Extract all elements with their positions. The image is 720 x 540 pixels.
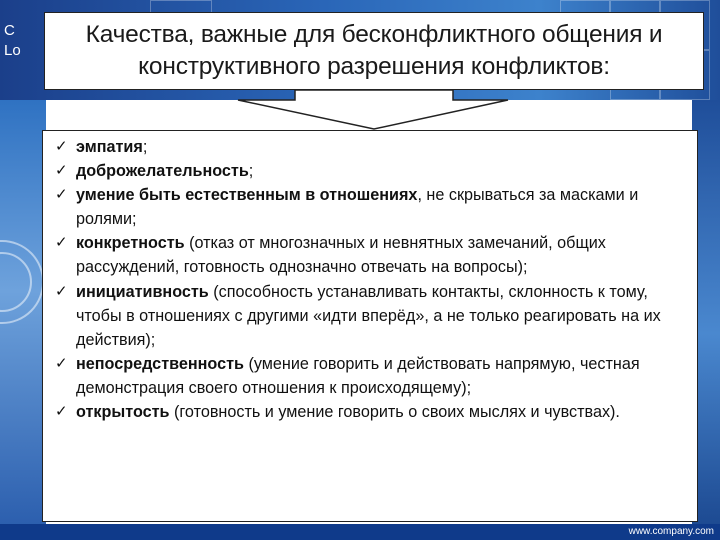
quality-term: непосредственность (76, 354, 244, 373)
list-item (51, 135, 697, 159)
quality-term: эмпатия (76, 138, 143, 156)
slide-title: Качества, важные для бесконфликтного общения и конструктивного разрешения конфликтов: (85, 21, 663, 80)
template-subtitle-fragment: Lo (4, 42, 21, 59)
checkmark-icon: ✓ (55, 234, 68, 252)
qualities-box (42, 130, 698, 522)
quality-description: , не скрываться за масками и ролями; (76, 186, 639, 229)
quality-term: конкретность (76, 234, 185, 253)
checkmark-icon: ✓ (55, 354, 68, 372)
checkmark-icon: ✓ (55, 138, 68, 155)
checkmark-icon: ✓ (55, 186, 68, 204)
list-item (51, 280, 697, 352)
quality-term: открытость (76, 403, 170, 422)
list-item (51, 183, 697, 231)
quality-term: инициативность (76, 282, 209, 301)
quality-description: (отказ от многозначных и невнятных замечаний, общих рассуждений, готовность однозначно отвечать на вопросы); (76, 234, 606, 277)
checkmark-icon: ✓ (55, 282, 68, 300)
list-item (51, 159, 697, 183)
quality-description: (умение говорить и действовать напрямую, честная демонстрация своего отношения к происходящему); (76, 354, 640, 397)
quality-term: умение быть естественным в отношениях (76, 186, 418, 205)
list-item (51, 231, 697, 279)
website-text: www.company.com (628, 526, 714, 537)
quality-description: (готовность и умение говорить о своих мыслях и чувствах). (169, 403, 620, 422)
quality-description: (способность устанавливать контакты, склонность к тому, чтобы в отношениях с другими «идти вперёд», а не только реагировать на их действия); (76, 282, 661, 349)
list-item (51, 400, 697, 424)
template-title-fragment: C (4, 22, 15, 39)
checkmark-icon: ✓ (55, 403, 68, 421)
quality-description: ; (248, 162, 254, 181)
quality-term: доброжелательность (76, 162, 249, 181)
list-item (51, 352, 697, 400)
checkmark-icon: ✓ (55, 162, 68, 180)
qualities-list (43, 131, 697, 424)
quality-description: ; (142, 138, 148, 156)
